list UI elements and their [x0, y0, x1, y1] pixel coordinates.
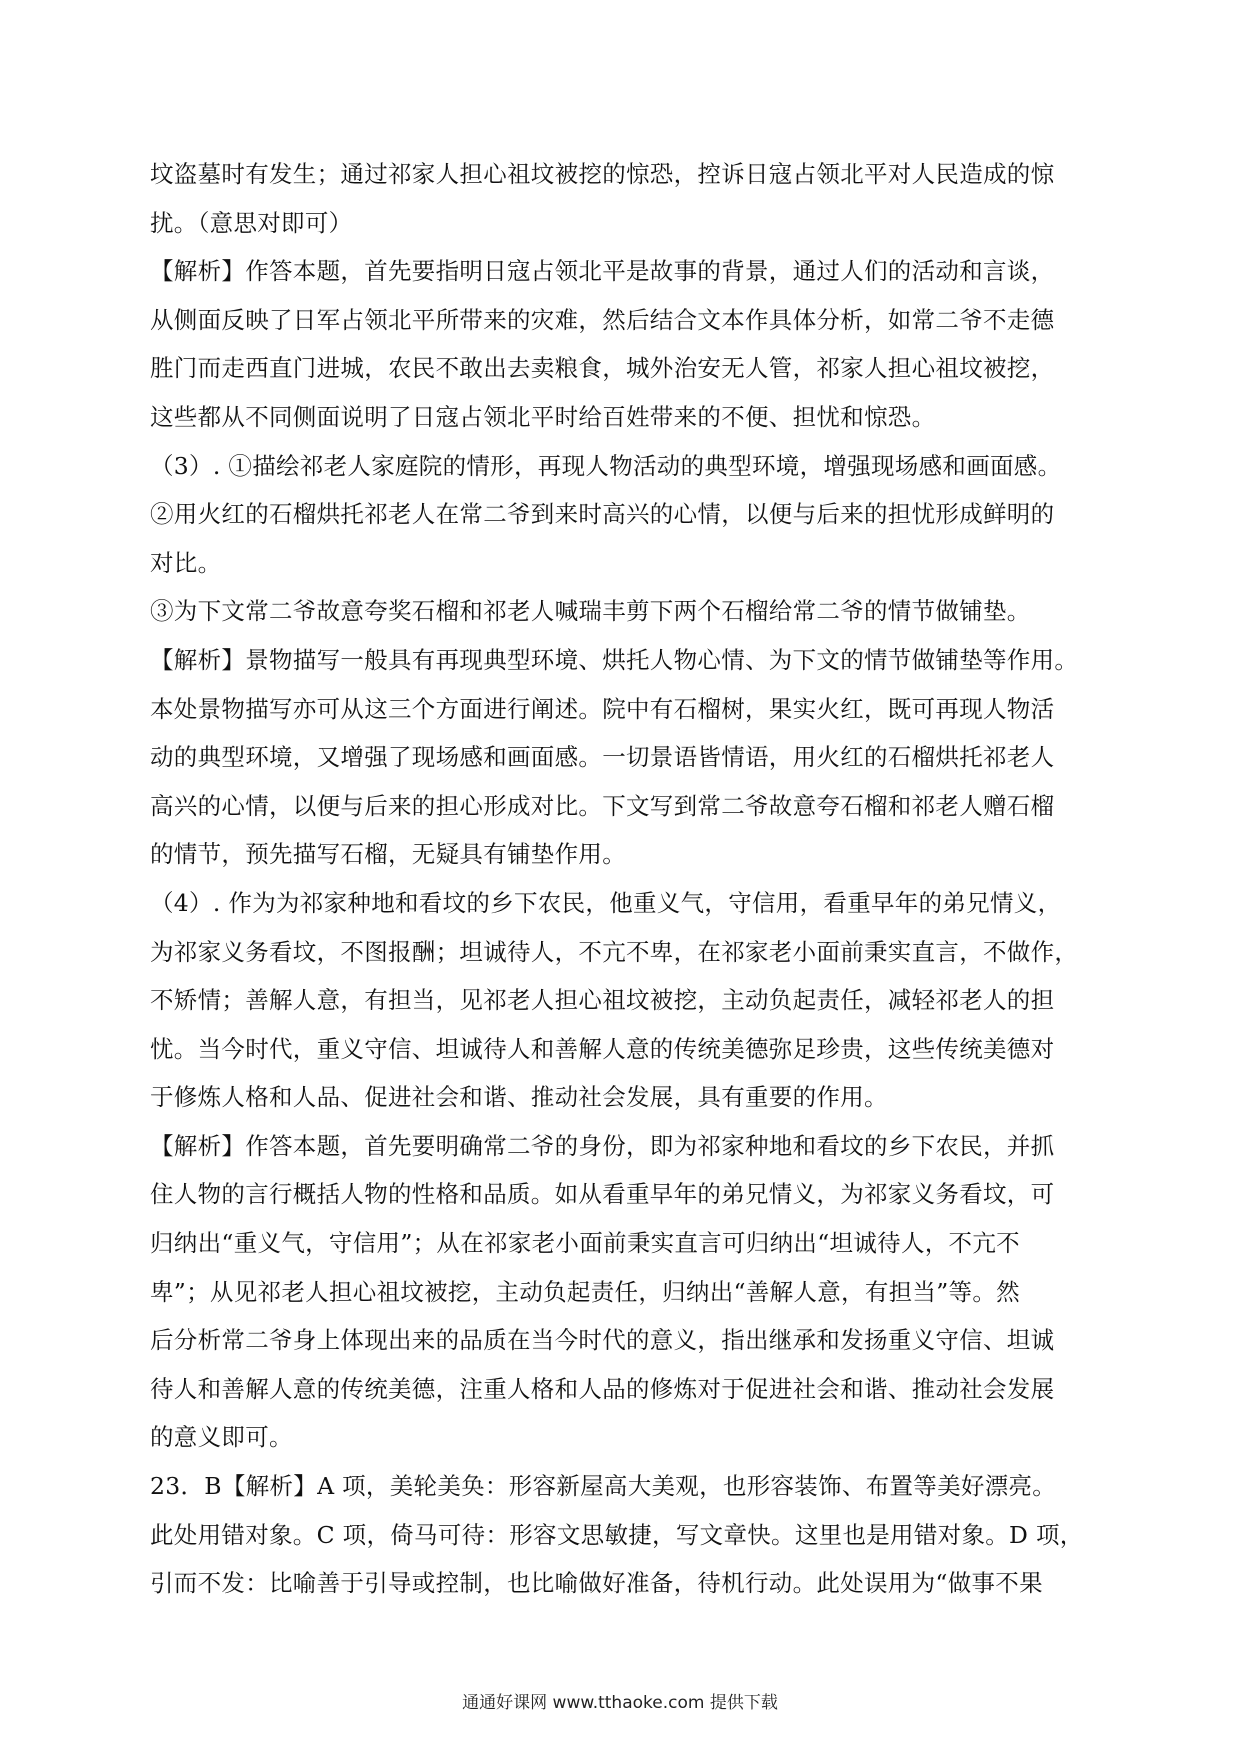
text-line: 于修炼人格和人品、促进社会和谐、推动社会发展，具有重要的作用。	[150, 1083, 888, 1112]
text-line: （3）. ①描绘祁老人家庭院的情形，再现人物活动的典型环境，增强现场感和画面感。	[150, 451, 1062, 480]
text-line: 本处景物描写亦可从这三个方面进行阐述。院中有石榴树，果实火红，既可再现人物活	[150, 694, 1055, 723]
text-line: 引而不发：比喻善于引导或控制，也比喻做好准备，待机行动。此处误用为“做事不果	[150, 1569, 1043, 1598]
text-line: 住人物的言行概括人物的性格和品质。如从看重早年的弟兄情义，为祁家义务看坟，可	[150, 1180, 1055, 1209]
text-line: 扰。（意思对即可）	[150, 208, 353, 237]
text-line: ②用火红的石榴烘托祁老人在常二爷到来时高兴的心情，以便与后来的担忧形成鲜明的	[150, 500, 1055, 529]
text-line: 【解析】作答本题，首先要指明日寇占领北平是故事的背景，通过人们的活动和言谈，	[150, 257, 1055, 286]
text-line: 归纳出“重义气，守信用”；从在祁家老小面前秉实直言可归纳出“坦诚待人，不亢不	[150, 1229, 1020, 1258]
text-line: 忧。当今时代，重义守信、坦诚待人和善解人意的传统美德弥足珍贵，这些传统美德对	[150, 1034, 1055, 1063]
text-line: ③为下文常二爷故意夸奖石榴和祁老人喊瑞丰剪下两个石榴给常二爷的情节做铺垫。	[150, 597, 1031, 626]
text-line: 的意义即可。	[150, 1423, 293, 1452]
page-footer: 通通好课网 www.tthaoke.com 提供下载	[462, 1693, 778, 1713]
text-line: 的情节，预先描写石榴，无疑具有铺垫作用。	[150, 840, 626, 869]
text-line: 此处用错对象。C 项，倚马可待：形容文思敏捷，写文章快。这里也是用错对象。D 项，	[150, 1520, 1084, 1549]
text-line: 后分析常二爷身上体现出来的品质在当今时代的意义，指出继承和发扬重义守信、坦诚	[150, 1326, 1055, 1355]
text-line: （4）. 作为为祁家种地和看坟的乡下农民，他重义气，守信用，看重早年的弟兄情义，	[150, 888, 1062, 917]
text-line: 胜门而走西直门进城，农民不敢出去卖粮食，城外治安无人管，祁家人担心祖坟被挖，	[150, 354, 1055, 383]
text-line: 这些都从不同侧面说明了日寇占领北平时给百姓带来的不便、担忧和惊恐。	[150, 402, 936, 431]
text-line: 高兴的心情，以便与后来的担心形成对比。下文写到常二爷故意夸石榴和祁老人赠石榴	[150, 791, 1055, 820]
text-line: 【解析】作答本题，首先要明确常二爷的身份，即为祁家种地和看坟的乡下农民，并抓	[150, 1131, 1055, 1160]
answer-text-body	[150, 150, 1090, 1608]
text-line: 从侧面反映了日军占领北平所带来的灾难，然后结合文本作具体分析，如常二爷不走德	[150, 305, 1055, 334]
text-line: 23．B【解析】A 项，美轮美奂：形容新屋高大美观，也形容装饰、布置等美好漂亮。	[150, 1472, 1057, 1501]
text-line: 坟盗墓时有发生；通过祁家人担心祖坟被挖的惊恐，控诉日寇占领北平对人民造成的惊	[150, 160, 1055, 188]
text-line: 卑”；从见祁老人担心祖坟被挖，主动负起责任，归纳出“善解人意，有担当”等。然	[150, 1277, 1020, 1306]
text-line: 待人和善解人意的传统美德，注重人格和人品的修炼对于促进社会和谐、推动社会发展	[150, 1374, 1055, 1403]
text-line: 【解析】景物描写一般具有再现典型环境、烘托人物心情、为下文的情节做铺垫等作用。	[150, 645, 1079, 674]
text-line: 对比。	[150, 548, 222, 577]
text-line: 不矫情；善解人意，有担当，见祁老人担心祖坟被挖，主动负起责任，减轻祁老人的担	[150, 986, 1055, 1015]
text-line: 动的典型环境，又增强了现场感和画面感。一切景语皆情语，用火红的石榴烘托祁老人	[150, 743, 1055, 772]
text-line: 为祁家义务看坟，不图报酬；坦诚待人，不亢不卑，在祁家老小面前秉实直言，不做作，	[150, 937, 1079, 966]
